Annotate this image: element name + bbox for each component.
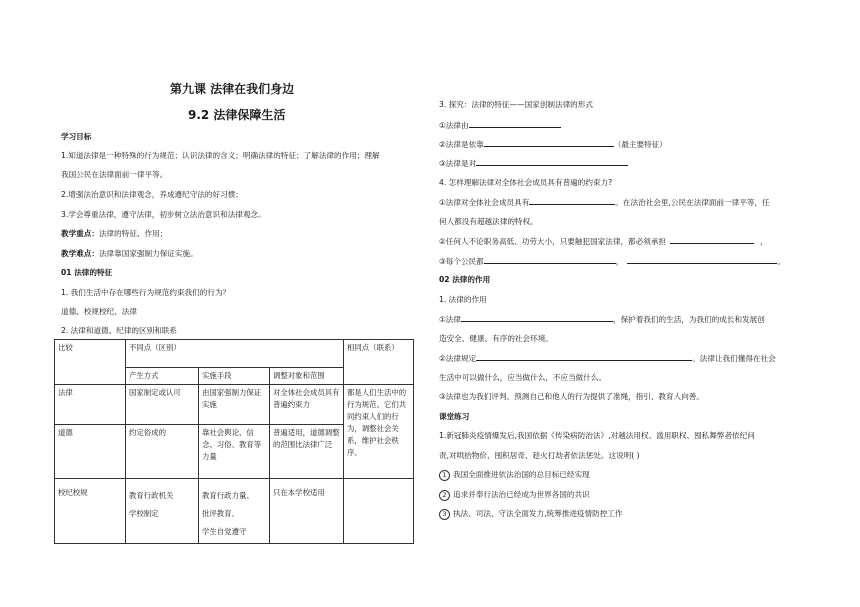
table-row [55,385,414,425]
role-2-line-2: 生活中可以做什么，应当做什么，不应当做什么。 [439,373,607,382]
option-1[interactable] [439,469,590,481]
table-subheader-scope: 调整对象和范围 [270,368,344,385]
role-1-line-1 [439,313,765,326]
feature-3 [439,157,628,170]
table-subheader-origin: 产生方式 [126,368,199,385]
role-1-text-b: ，保护着我们的生活，为我们的成长和发展创 [613,315,765,324]
morality-origin: 约定俗成的 [126,425,199,479]
answer-1-line-2: 何人都没有超越法律的特权。 [439,217,538,226]
law-origin: 国家制定或认可 [126,385,199,425]
option-2-text: 追求并奉行法治已经成为世界各国的共识 [453,490,590,499]
goal-1-line-1: 1.知道法律是一种特殊的行为规范；认识法律的含义；明确法律的特征；了解法律的作用；理解 [61,151,380,160]
answer-2-text-a: ②任何人不论职务高低、功劳大小，只要触犯国家法律，都必须承担 [439,237,667,246]
school-rules-scope: 只在本学校适用 [270,479,344,544]
practice-question-line-1: 1.新冠肺炎疫情爆发后,我国依据《传染病防治法》,对越法用权、滥用职权、囤私舞弊者依纪问 [439,431,755,440]
question-2: 2. 法律和道德、纪律的区别和联系 [61,326,177,335]
feature-2-note: （最主要特征） [613,140,667,149]
morality-enforcement: 靠社会舆论、信念、习俗、教育等力量 [199,425,270,479]
school-rules-enforcement-line-3: 学生自觉遵守 [202,527,247,536]
table-header-differences: 不同点（区别） [126,340,344,368]
feature-2 [439,138,667,151]
feature-1 [439,119,561,132]
role-1-text-a: ①法律 [439,315,461,324]
feature-2-text: ②法律是依靠 [439,140,484,149]
table-header-compare: 比较 [55,340,126,385]
answer-2-text-b: ， [760,237,768,246]
practice-question-line-2: 责,对哄抬物价、囤积居奇、趁火打劫者依法惩处。这说明( ) [439,451,640,460]
school-rules-enforcement [199,479,270,544]
goal-3: 3.学会尊重法律，遵守法律，初步树立法治意识和法律观念。 [61,210,266,219]
role-heading: 1. 法律的作用 [439,295,487,304]
goal-1-line-2: 我国公民在法律面前一律平等。 [61,170,168,179]
row-label-school-rules: 校纪校规 [55,479,126,544]
role-1-line-2: 造安全、健康、有序的社会环境。 [439,334,553,343]
school-rules-enforcement-line-1: 教育行政力量、 [202,491,254,500]
answer-2 [439,235,768,248]
answer-1-text-b: 。在法治社会里,公民在法律面前一律平等，任 [615,198,770,207]
blank-line [529,196,615,205]
feature-3-text: ③法律是对 [439,159,477,168]
option-2[interactable] [439,489,590,501]
option-3[interactable] [439,508,622,520]
question-4: 4. 怎样理解法律对全体社会成员具有普遍的约束力? [439,178,613,187]
blank-line [469,119,561,128]
role-3: ③法律也为我们评判、预测自己和他人的行为提供了准绳，指引、教育人向善。 [439,392,704,401]
key-points-text: 法律的特征、作用； [98,229,168,238]
empty-cell [344,479,414,544]
goal-2: 2.增强法治意识和法律观念，养成遵纪守法的好习惯； [61,190,243,199]
section-02-heading: 02 法律的作用 [439,275,491,284]
row-label-law: 法律 [55,385,126,425]
blank-line [670,235,754,244]
answer-3-comma: ， [615,257,624,266]
blank-line [627,255,777,264]
blank-line [461,313,613,322]
question-1: 1. 我们生活中存在哪些行为规范约束我们的行为？ [61,288,231,297]
table-subheader-enforcement: 实施手段 [199,368,270,385]
school-rules-enforcement-line-2: 批评教育、 [202,509,239,518]
option-3-text: 执法、司法、守法全面发力,统筹推进疫情防控工作 [453,509,623,518]
key-points [61,228,167,240]
answer-3-period: 。 [777,257,785,266]
blank-line [484,138,614,147]
blank-line [476,352,692,361]
table-row [55,479,414,544]
circled-number-icon: 3 [439,509,450,520]
option-1-text: 我国全面推进依法治国的总目标已经实现 [453,470,590,479]
goals-heading: 学习目标 [61,132,92,141]
law-enforcement: 由国家强制力保证实施 [199,385,270,425]
question-1-answer: 道德、校规校纪、法律 [61,307,137,316]
key-points-label: 教学重点： [61,229,99,238]
school-rules-origin-line-2: 学校制定 [129,509,159,518]
lesson-title: 第九课 法律在我们身边 [170,82,295,96]
similarities-cell: 都是人们生活中的行为规范。它们共同约束人们的行为，调整社会关系，维护社会秩序。 [344,385,414,479]
question-3: 3. 探究：法律的特征——国家创制法律的形式 [439,100,593,109]
feature-1-text: ①法律由 [439,121,469,130]
circled-number-icon: 2 [439,490,450,501]
comparison-table [54,339,414,544]
morality-scope: 普遍适用，道德调整的范围比法律广泛 [270,425,344,479]
answer-3 [439,255,785,268]
answer-3-text-a: ③每个公民都 [439,257,484,266]
difficult-points-label: 教学难点： [61,249,99,258]
section-01-heading: 01 法律的特征 [61,268,113,277]
table-header-similarities: 相同点（联系） [344,340,414,385]
section-title: 9.2 法律保障生活 [188,108,286,122]
school-rules-origin-line-1: 教育行政机关 [129,491,174,500]
blank-line [484,255,616,264]
circled-number-icon: 1 [439,470,450,481]
practice-heading: 课堂练习 [439,412,470,421]
law-scope: 对全体社会成员具有普遍约束力 [270,385,344,425]
role-2-line-1 [439,352,776,365]
difficult-points [61,248,198,260]
blank-line [476,157,628,166]
school-rules-origin [126,479,199,544]
difficult-points-text: 法律靠国家强制力保证实施。 [98,249,198,258]
answer-1-line-1 [439,196,770,209]
answer-1-text-a: ①法律对全体社会成员具有 [439,198,530,207]
role-2-text-a: ②法律规定 [439,354,477,363]
role-2-text-b: 。法律让我们懂得在社会 [692,354,776,363]
row-label-morality: 道德 [55,425,126,479]
